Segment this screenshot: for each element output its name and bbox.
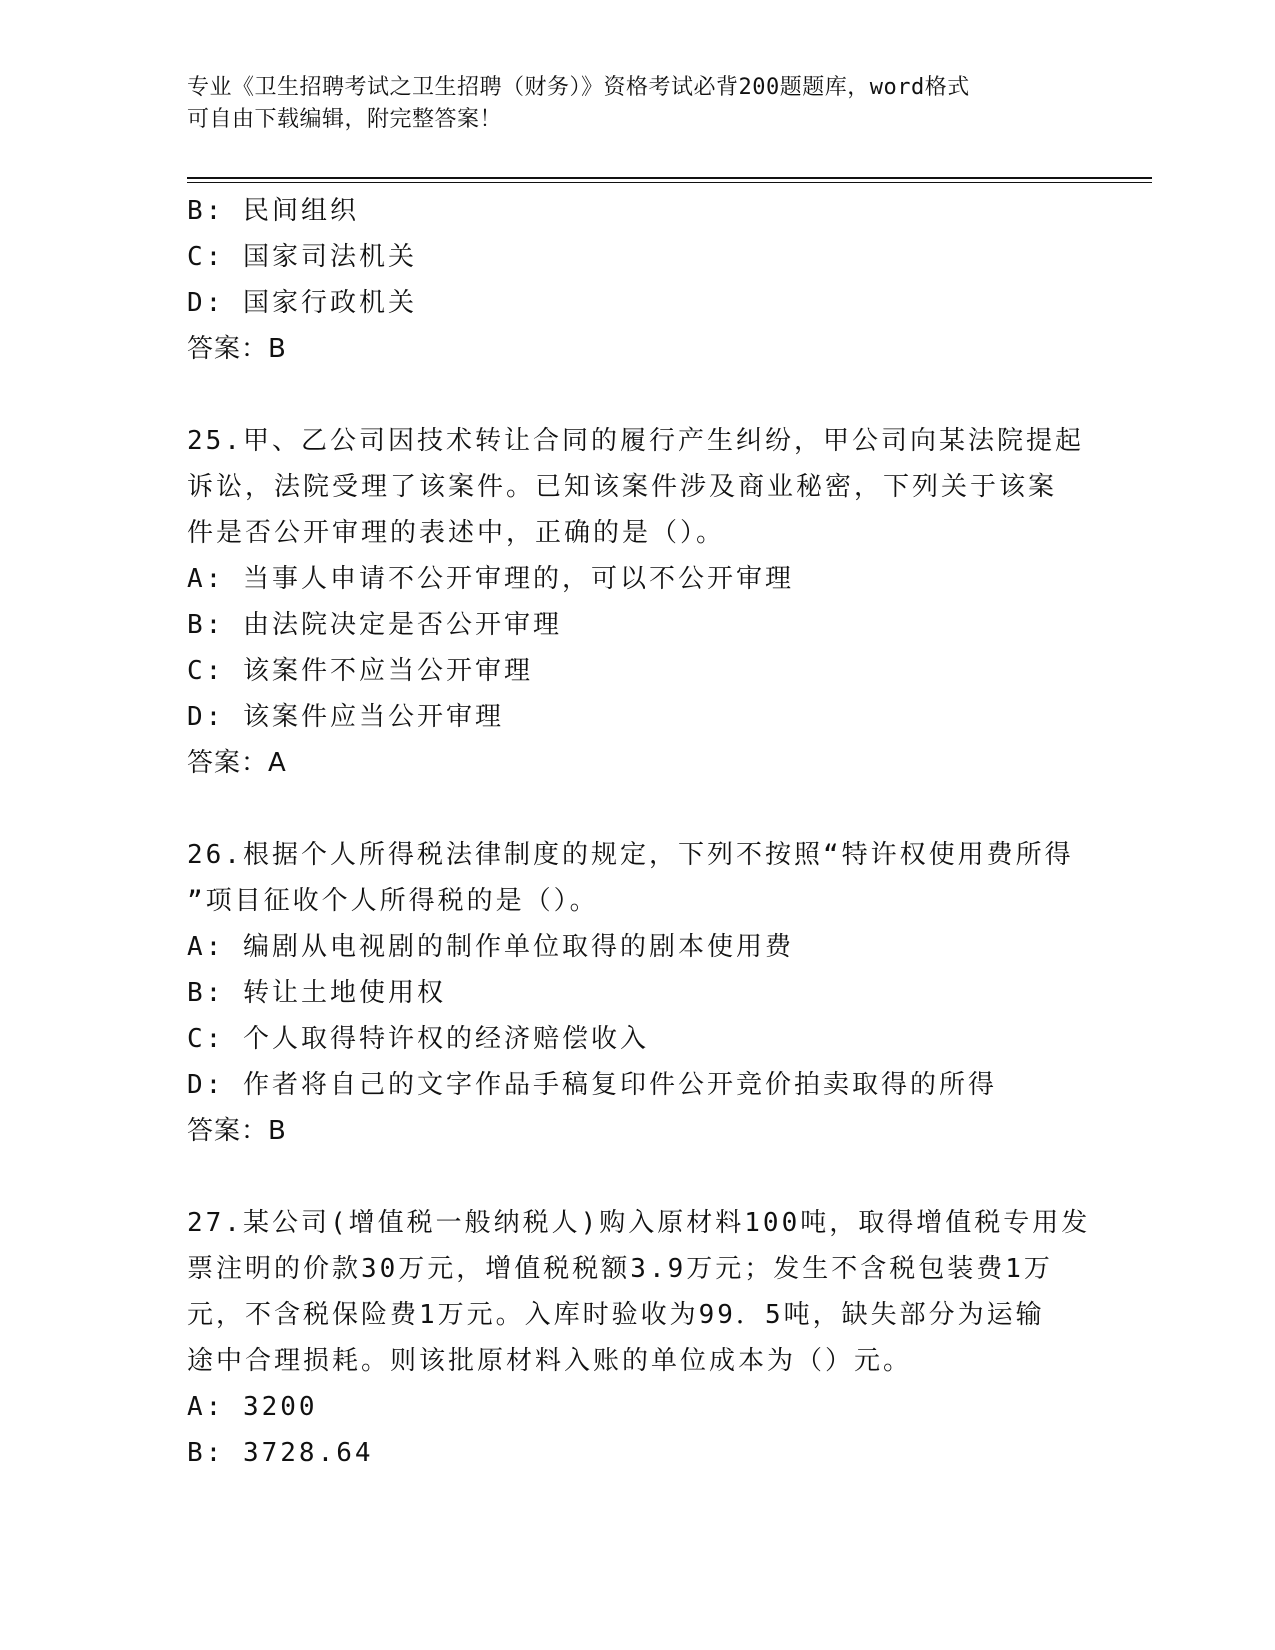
question-26 — [187, 832, 1087, 1154]
question-stem-line: ”项目征收个人所得税的是（）。 — [187, 886, 599, 916]
question-stem-line: 件是否公开审理的表述中，正确的是（）。 — [187, 518, 726, 548]
question-stem-line: 诉讼，法院受理了该案件。已知该案件涉及商业秘密，下列关于该案 — [187, 472, 1058, 502]
question-stem-line: 26.根据个人所得税法律制度的规定，下列不按照“特许权使用费所得 — [187, 840, 1074, 870]
header-line-1: 专业《卫生招聘考试之卫生招聘（财务）》资格考试必背200题题库，word格式 — [187, 75, 970, 100]
option-c: C: 该案件不应当公开审理 — [187, 656, 533, 686]
option-b: B: 民间组织 — [187, 196, 359, 226]
header-line-2: 可自由下载编辑，附完整答案！ — [187, 107, 503, 132]
option-d: D: 该案件应当公开审理 — [187, 702, 504, 732]
option-b: B: 由法院决定是否公开审理 — [187, 610, 562, 640]
question-list — [187, 188, 1091, 1476]
answer-line: 答案：A — [187, 748, 287, 778]
question-25 — [187, 418, 1087, 786]
question-stem-line: 元，不含税保险费1万元。入库时验收为99．5吨，缺失部分为运输 — [187, 1300, 1045, 1330]
question-stem-line: 25.甲、乙公司因技术转让合同的履行产生纠纷，甲公司向某法院提起 — [187, 426, 1084, 456]
option-a: A: 编剧从电视剧的制作单位取得的剧本使用费 — [187, 932, 794, 962]
question-stem-line: 票注明的价款30万元，增值税税额3.9万元；发生不含税包装费1万 — [187, 1254, 1053, 1284]
option-c: C: 国家司法机关 — [187, 242, 417, 272]
option-c: C: 个人取得特许权的经济赔偿收入 — [187, 1024, 649, 1054]
option-b: B: 转让土地使用权 — [187, 978, 446, 1008]
question-24 — [187, 188, 1087, 372]
spacer — [187, 372, 1087, 418]
header-rule-thin — [187, 182, 1152, 183]
question-stem-line: 途中合理损耗。则该批原材料入账的单位成本为（）元。 — [187, 1346, 913, 1376]
spacer — [187, 1154, 1087, 1200]
page-header — [187, 72, 1067, 136]
option-d: D: 国家行政机关 — [187, 288, 417, 318]
option-a: A: 当事人申请不公开审理的，可以不公开审理 — [187, 564, 794, 594]
answer-line: 答案：B — [187, 334, 287, 364]
question-stem-line: 27.某公司(增值税一般纳税人)购入原材料100吨，取得增值税专用发 — [187, 1208, 1091, 1238]
question-27 — [187, 1200, 1091, 1476]
answer-line: 答案：B — [187, 1116, 287, 1146]
option-b: B: 3728.64 — [187, 1438, 374, 1468]
spacer — [187, 786, 1087, 832]
header-rule-thick — [187, 177, 1152, 179]
option-a: A: 3200 — [187, 1392, 318, 1422]
option-d: D: 作者将自己的文字作品手稿复印件公开竞价拍卖取得的所得 — [187, 1070, 997, 1100]
